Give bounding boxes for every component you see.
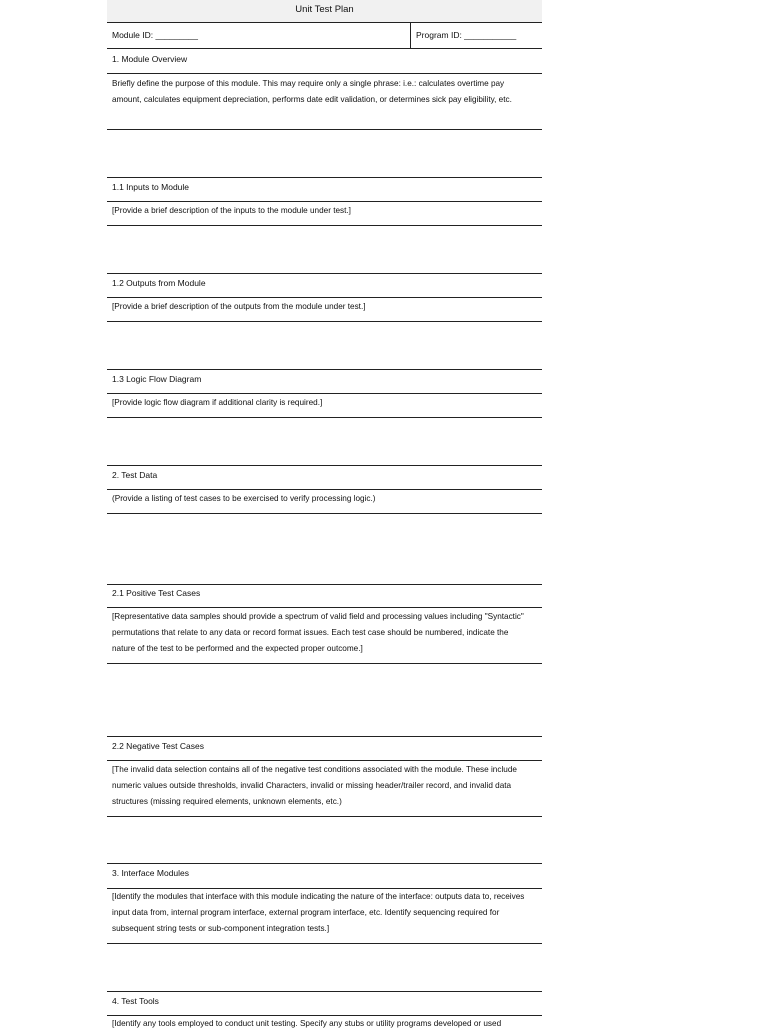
divider-line <box>107 73 542 74</box>
section-text-outputs: [Provide a brief description of the outputs from the module under test.] <box>112 302 366 311</box>
document-page <box>107 0 542 1028</box>
divider-line <box>107 369 542 370</box>
divider-line <box>107 863 542 864</box>
divider-line <box>107 465 542 466</box>
divider-line <box>107 816 542 817</box>
divider-line <box>107 736 542 737</box>
divider-line <box>107 991 542 992</box>
module-id-field: Module ID: _________ <box>112 30 199 40</box>
section-text-test-tools: [Identify any tools employed to conduct unit testing. Specify any stubs or utility programs developed or used <box>112 1019 502 1028</box>
divider-line <box>107 321 542 322</box>
section-heading-test-tools: 4. Test Tools <box>112 996 159 1006</box>
divider-line <box>107 273 542 274</box>
section-heading-positive-cases: 2.1 Positive Test Cases <box>112 588 201 598</box>
divider-line <box>107 663 542 664</box>
section-heading-logic-flow: 1.3 Logic Flow Diagram <box>112 374 202 384</box>
section-text-negative-cases: [The invalid data selection contains all of the negative test conditions associated with the module. These include numeric values outside thresholds, invalid Characters, invalid or missing header/trailer record, and invalid data structures (missing required elements, unknown elements, etc.) <box>112 765 517 806</box>
divider-line <box>107 417 542 418</box>
divider-line <box>107 297 542 298</box>
section-text-test-data: (Provide a listing of test cases to be exercised to verify processing logic.) <box>112 494 376 503</box>
divider-line <box>107 607 542 608</box>
divider-line <box>107 177 542 178</box>
section-heading-test-data: 2. Test Data <box>112 470 158 480</box>
section-text-logic-flow: [Provide logic flow diagram if additional clarity is required.] <box>112 398 323 407</box>
section-heading-negative-cases: 2.2 Negative Test Cases <box>112 741 204 751</box>
divider-line <box>107 129 542 130</box>
divider-line <box>107 489 542 490</box>
divider-line <box>107 225 542 226</box>
section-heading-inputs: 1.1 Inputs to Module <box>112 182 190 192</box>
divider-line <box>107 760 542 761</box>
section-text-module-overview: Briefly define the purpose of this module. This may require only a single phrase: i.e.: calculates overtime pay amount, calculates equipment depreciation, performs date edit validation, or determines sick pay eligibility, etc. <box>112 79 512 104</box>
divider-line <box>107 201 542 202</box>
section-text-inputs: [Provide a brief description of the inputs to the module under test.] <box>112 206 351 215</box>
section-heading-module-overview: 1. Module Overview <box>112 54 188 64</box>
section-text-positive-cases: [Representative data samples should provide a spectrum of valid field and processing values including "Syntactic" permutations that relate to any data or record format issues. Each test case should be numbered, indicate the nature of the test to be performed and the expected proper outcome.] <box>112 612 524 653</box>
id-row <box>107 22 542 49</box>
section-heading-interface-modules: 3. Interface Modules <box>112 868 190 878</box>
document-title: Unit Test Plan <box>107 0 542 23</box>
section-text-interface-modules: [Identify the modules that interface with this module indicating the nature of the interface: outputs data to, receives input data from, internal program interface, external program interface, etc. Identify sequencing required for subsequent string tests or sub-component integration tests.] <box>112 892 525 933</box>
program-id-field: Program ID: ___________ <box>416 30 517 40</box>
divider-line <box>107 943 542 944</box>
column-divider <box>410 22 411 48</box>
divider-line <box>107 584 542 585</box>
section-heading-outputs: 1.2 Outputs from Module <box>112 278 206 288</box>
divider-line <box>107 393 542 394</box>
divider-line <box>107 513 542 514</box>
